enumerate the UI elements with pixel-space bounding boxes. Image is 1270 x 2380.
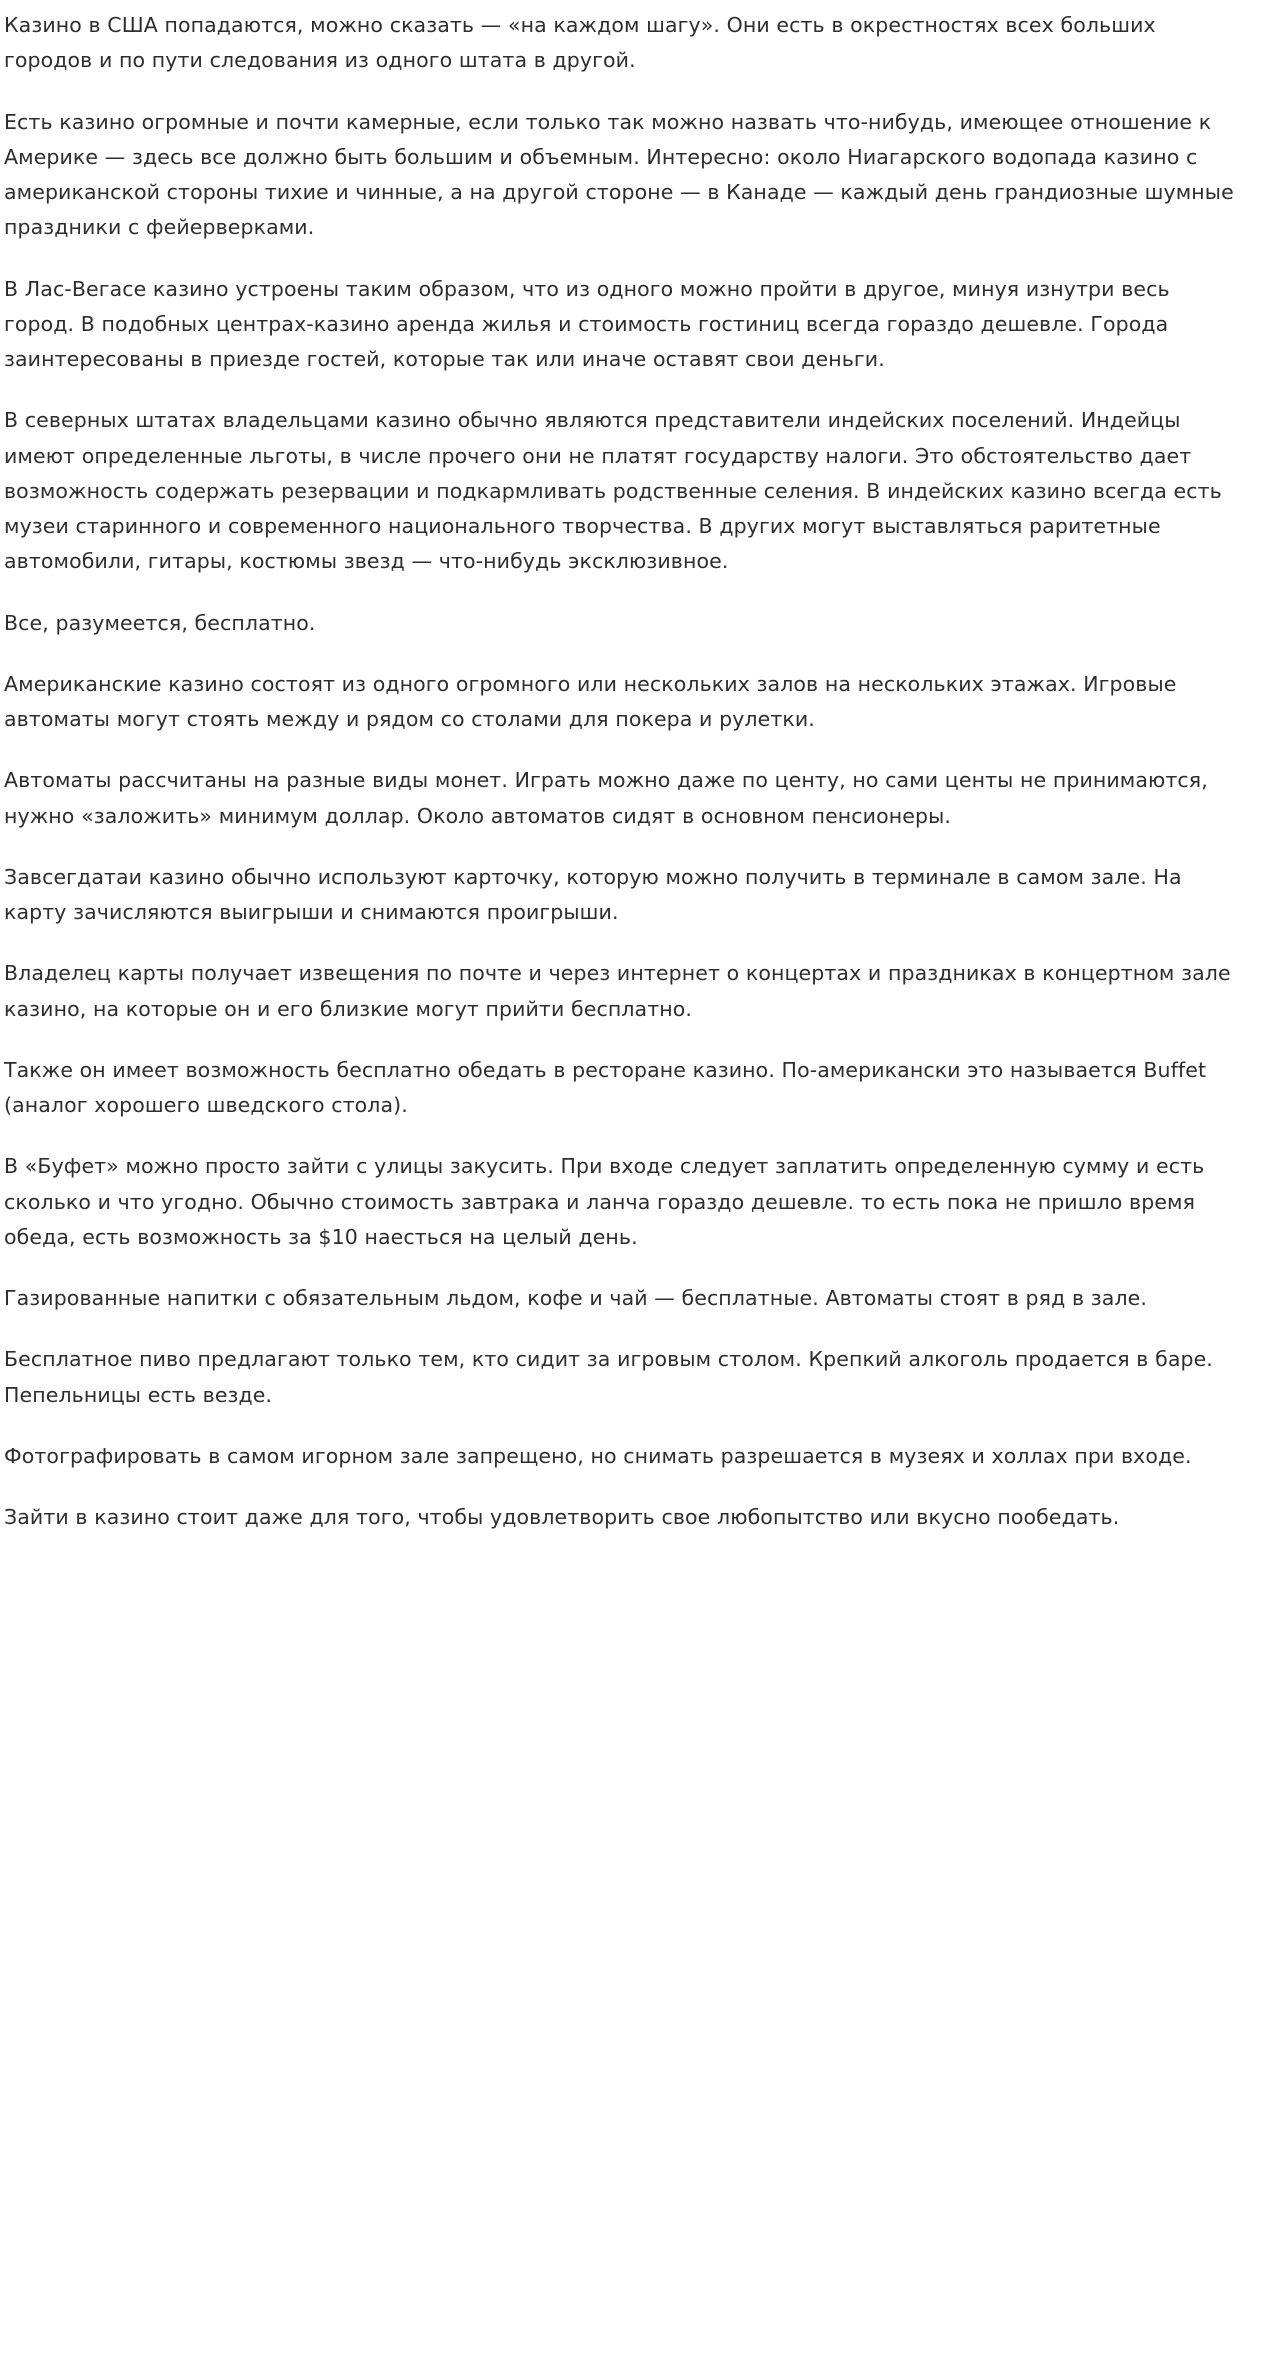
paragraph: Казино в США попадаются, можно сказать — «на каждом шагу». Они есть в окрестностях всех больших городов и по пути следования из одного штата в другой. — [4, 13, 1156, 73]
paragraph: Американские казино состоят из одного огромного или нескольких залов на нескольких этажах. Игровые автоматы могут стоять между и рядом со столами для покера и рулетки. — [4, 671, 1177, 731]
paragraph: Бесплатное пиво предлагают только тем, кто сидит за игровым столом. Крепкий алкоголь продается в баре. Пепельницы есть везде. — [4, 1347, 1213, 1407]
paragraph: Завсегдатаи казино обычно используют карточку, которую можно получить в терминале в самом зале. На карту зачисляются выигрыши и снимаются проигрыши. — [4, 864, 1182, 924]
paragraph: Также он имеет возможность бесплатно обедать в ресторане казино. По-американски это называется Buffet (аналог хорошего шведского стола). — [4, 1057, 1207, 1117]
paragraph: Автоматы рассчитаны на разные виды монет. Играть можно даже по центу, но сами центы не принимаются, нужно «заложить» минимум доллар. Около автоматов сидят в основном пенсионеры. — [4, 768, 1208, 828]
paragraph: Владелец карты получает извещения по почте и через интернет о концертах и праздниках в концертном зале казино, на которые он и его близкие могут прийти бесплатно. — [4, 961, 1231, 1021]
paragraph: В «Буфет» можно просто зайти с улицы закусить. При входе следует заплатить определенную сумму и есть сколько и что угодно. Обычно стоимость завтрака и ланча гораздо дешевле. то есть пока не пришло время обеда, есть возможность за $10 наесться на целый день. — [4, 1154, 1205, 1249]
paragraph: Газированные напитки с обязательным льдом, кофе и чай — бесплатные. Автоматы стоят в ряд в зале. — [4, 1286, 1147, 1310]
paragraph: В северных штатах владельцами казино обычно являются представители индейских поселений. Индейцы имеют определенные льготы, в числе прочего они не платят государству налоги. Это обстоятельство дает возможность содержать резервации и подкармливать родственные селения. В индейских казино всегда есть музеи старинного и современного национального творчества. В других могут выставляться раритетные автомобили, гитары, костюмы звезд — что-нибудь эксклюзивное. — [4, 408, 1222, 574]
paragraph: В Лас-Вегасе казино устроены таким образом, что из одного можно пройти в другое, минуя изнутри весь город. В подобных центрах-казино аренда жилья и стоимость гостиниц всегда гораздо дешевле. Города заинтересованы в приезде гостей, которые так или иначе оставят свои деньги. — [4, 276, 1170, 371]
paragraph: Зайти в казино стоит даже для того, чтобы удовлетворить свое любопытство или вкусно пообедать. — [4, 1505, 1120, 1529]
paragraph: Есть казино огромные и почти камерные, если только так можно назвать что-нибудь, имеющее отношение к Америке — здесь все должно быть большим и объемным. Интересно: около Ниагарского водопада казино с американской стороны тихие и чинные, а на другой стороне — в Канаде — каждый день грандиозные шумные праздники с фейерверками. — [4, 109, 1234, 240]
paragraph: Все, разумеется, бесплатно. — [4, 610, 316, 635]
article-body — [4, 8, 1240, 1535]
paragraph: Фотографировать в самом игорном зале запрещено, но снимать разрешается в музеях и холлах при входе. — [4, 1443, 1192, 1468]
